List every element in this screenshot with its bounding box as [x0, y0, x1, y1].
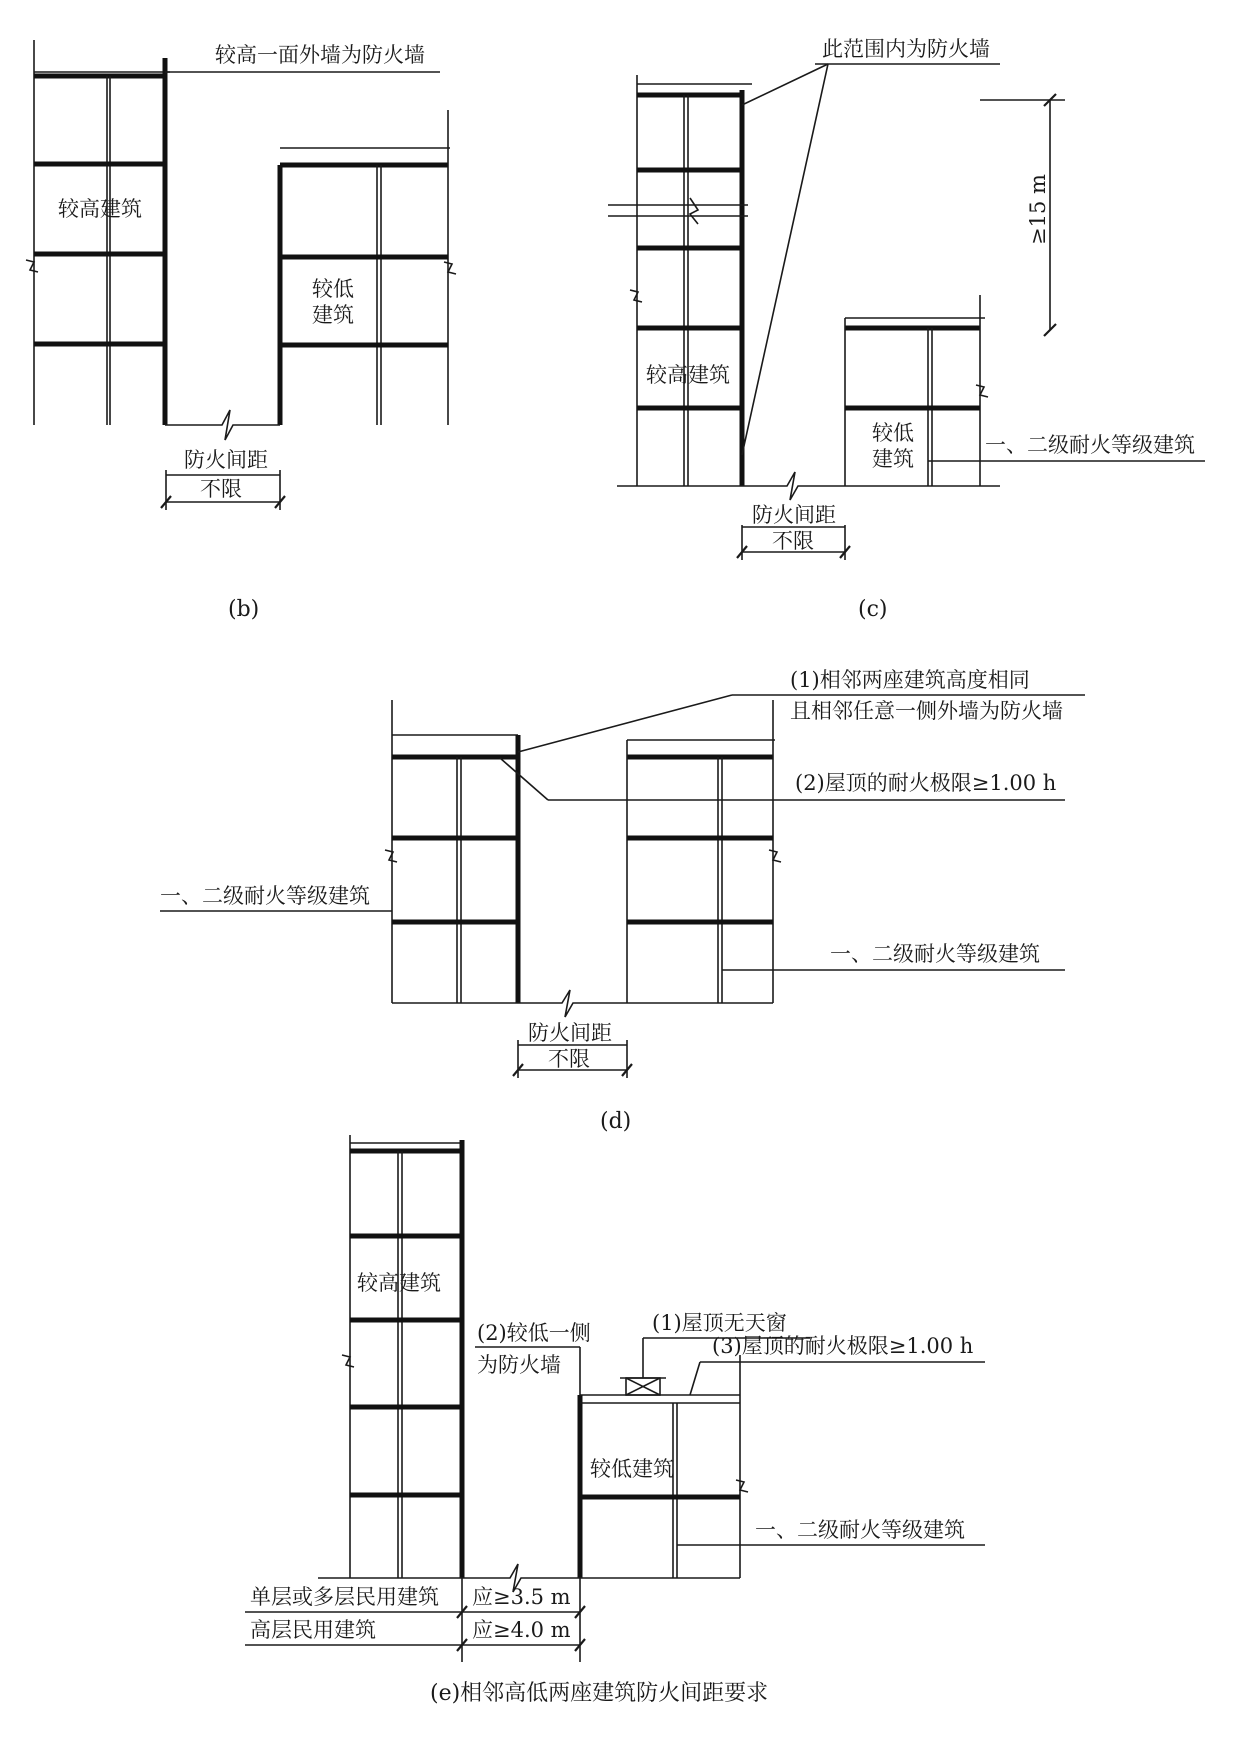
e-taller-label: 较高建筑 [357, 1271, 441, 1295]
d-note2: (2)屋顶的耐火极限≥1.00 h [795, 771, 1057, 795]
d-left-rating: 一、二级耐火等级建筑 [160, 884, 370, 908]
d-caption: (d) [600, 1109, 632, 1134]
panel-d [160, 668, 1085, 1134]
d-left-building [385, 700, 518, 1003]
e-taller-building [342, 1135, 462, 1578]
c-taller-building [608, 75, 752, 486]
b-lower-building [280, 110, 456, 425]
c-lower-label-2: 建筑 [872, 447, 914, 471]
c-taller-label: 较高建筑 [646, 363, 730, 387]
e-caption: (e)相邻高低两座建筑防火间距要求 [430, 1681, 769, 1706]
e-note-firewall-2: 为防火墙 [477, 1353, 561, 1377]
c-rating-note: 一、二级耐火等级建筑 [985, 433, 1195, 457]
d-right-rating: 一、二级耐火等级建筑 [830, 942, 1040, 966]
d-right-building [627, 700, 781, 1003]
e-table-row1-label: 单层或多层民用建筑 [250, 1585, 439, 1609]
c-spacing-label-2: 不限 [772, 529, 814, 553]
c-firewall-note: 此范围内为防火墙 [822, 37, 990, 61]
b-spacing-label-1: 防火间距 [184, 448, 268, 472]
b-lower-label-2: 建筑 [312, 303, 354, 327]
b-taller-building [26, 40, 170, 425]
e-rating-note: 一、二级耐火等级建筑 [755, 1518, 965, 1542]
panel-b [26, 40, 456, 622]
b-spacing-label-2: 不限 [200, 477, 242, 501]
d-note1-line1: (1)相邻两座建筑高度相同 [790, 668, 1030, 692]
c-spacing-label-1: 防火间距 [752, 503, 836, 527]
e-note-roof: (3)屋顶的耐火极限≥1.00 h [712, 1334, 974, 1358]
b-taller-label: 较高建筑 [58, 197, 142, 221]
d-spacing-label-2: 不限 [548, 1047, 590, 1071]
c-height-label: ≥15 m [1026, 174, 1050, 245]
b-caption: (b) [228, 597, 260, 622]
b-firewall-note: 较高一面外墙为防火墙 [215, 43, 425, 67]
d-spacing-label-1: 防火间距 [528, 1021, 612, 1045]
c-lower-label-1: 较低 [872, 421, 914, 445]
e-table-row2-label: 高层民用建筑 [250, 1618, 376, 1642]
panel-e [245, 1135, 985, 1706]
e-table-row1-value: 应≥3.5 m [472, 1585, 571, 1609]
d-note1-line2: 且相邻任意一侧外墙为防火墙 [790, 699, 1063, 723]
e-note-skylight: (1)屋顶无天窗 [652, 1311, 787, 1335]
e-note-firewall-1: (2)较低一侧 [477, 1321, 591, 1345]
panel-c [608, 37, 1205, 622]
c-caption: (c) [858, 597, 888, 622]
c-lower-building [845, 295, 988, 486]
e-lower-label: 较低建筑 [590, 1457, 674, 1481]
c-height-dimension [980, 94, 1065, 336]
b-lower-label-1: 较低 [312, 277, 354, 301]
e-table-row2-value: 应≥4.0 m [472, 1618, 571, 1642]
